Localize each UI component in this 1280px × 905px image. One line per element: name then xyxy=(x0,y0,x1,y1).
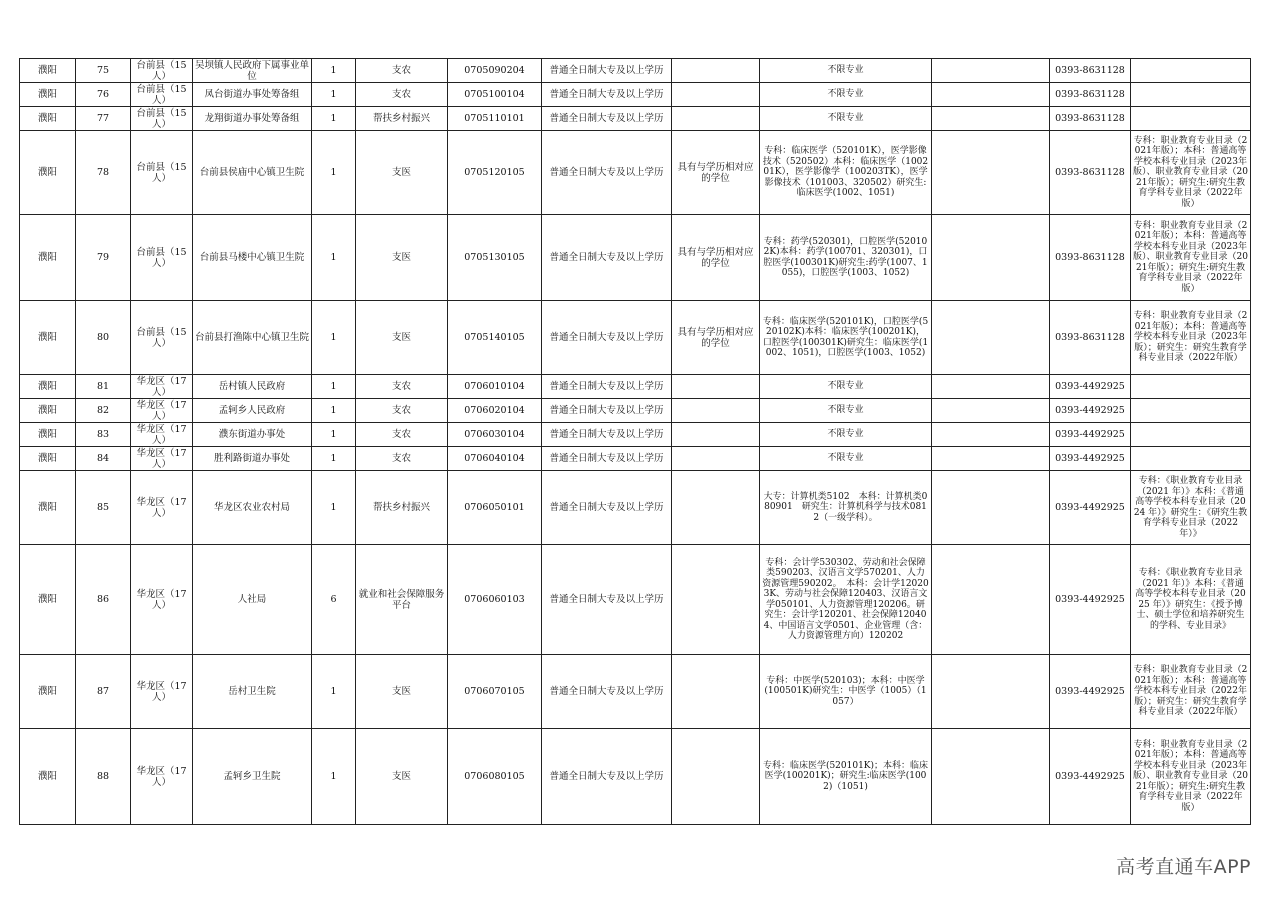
unit-cell: 岳村卫生院 xyxy=(193,655,312,729)
seq-cell: 75 xyxy=(76,59,131,83)
major-cell: 专科：会计学530302、劳动和社会保障类590203、汉语言文学570201、人力资源管理590202。 本科：会计学120203K、劳动与社会保障120403、汉语言文学050101、人力资源管理120206。研究生：会计学120201、社会保障120404、中国语言文学0501、企业管理（含：人力资源管理方向）120202 xyxy=(760,545,932,655)
post-cell: 支医 xyxy=(356,215,448,301)
degree-cell xyxy=(672,375,760,399)
post-cell: 支医 xyxy=(356,655,448,729)
seq-cell: 87 xyxy=(76,655,131,729)
seq-cell: 83 xyxy=(76,423,131,447)
phone-cell: 0393-4492925 xyxy=(1050,729,1131,825)
code-cell: 0705110101 xyxy=(448,107,542,131)
major-cell: 不限专业 xyxy=(760,59,932,83)
count-cell: 1 xyxy=(312,59,356,83)
count-cell: 1 xyxy=(312,301,356,375)
note-cell: 专科：职业教育专业目录（2021年版）；本科：普通高等学校本科专业目录（2022年版）；研究生：研究生教育学科专业目录（2022年版） xyxy=(1131,655,1251,729)
post-cell: 支农 xyxy=(356,59,448,83)
other-cell xyxy=(932,107,1050,131)
note-cell xyxy=(1131,447,1251,471)
major-cell: 不限专业 xyxy=(760,447,932,471)
post-cell: 支农 xyxy=(356,423,448,447)
seq-cell: 81 xyxy=(76,375,131,399)
degree-cell xyxy=(672,399,760,423)
code-cell: 0705140105 xyxy=(448,301,542,375)
recruitment-table xyxy=(19,58,1251,825)
unit-cell: 孟轲乡人民政府 xyxy=(193,399,312,423)
phone-cell: 0393-4492925 xyxy=(1050,423,1131,447)
note-cell xyxy=(1131,83,1251,107)
city-cell: 濮阳 xyxy=(20,447,76,471)
unit-cell: 吴坝镇人民政府下属事业单位 xyxy=(193,59,312,83)
edu-cell: 普通全日制大专及以上学历 xyxy=(542,471,672,545)
other-cell xyxy=(932,83,1050,107)
degree-cell: 具有与学历相对应的学位 xyxy=(672,215,760,301)
city-cell: 濮阳 xyxy=(20,375,76,399)
city-cell: 濮阳 xyxy=(20,107,76,131)
count-cell: 1 xyxy=(312,447,356,471)
note-cell: 专科：职业教育专业目录（2021年版）；本科：普通高等学校本科专业目录（2023年版）；研究生：研究生教育学科专业目录（2022年版） xyxy=(1131,301,1251,375)
major-cell: 大专：计算机类5102 本科：计算机类080901 研究生：计算机科学与技术0812（一级学科）。 xyxy=(760,471,932,545)
code-cell: 0706080105 xyxy=(448,729,542,825)
degree-cell: 具有与学历相对应的学位 xyxy=(672,131,760,215)
phone-cell: 0393-4492925 xyxy=(1050,399,1131,423)
county-cell: 华龙区（17人） xyxy=(131,545,193,655)
degree-cell xyxy=(672,545,760,655)
code-cell: 0705120105 xyxy=(448,131,542,215)
degree-cell xyxy=(672,729,760,825)
code-cell: 0706020104 xyxy=(448,399,542,423)
note-cell: 专科：《职业教育专业目录（2021 年）》本科：《普通高等学校本科专业目录（2025 年）》研究生：《授予博士、硕士学位和培养研究生的学科、专业目录》 xyxy=(1131,545,1251,655)
seq-cell: 80 xyxy=(76,301,131,375)
unit-cell: 凤台街道办事处筹备组 xyxy=(193,83,312,107)
degree-cell xyxy=(672,83,760,107)
seq-cell: 88 xyxy=(76,729,131,825)
post-cell: 帮扶乡村振兴 xyxy=(356,107,448,131)
unit-cell: 濮东街道办事处 xyxy=(193,423,312,447)
other-cell xyxy=(932,301,1050,375)
city-cell: 濮阳 xyxy=(20,301,76,375)
table-row xyxy=(20,375,1251,399)
unit-cell: 岳村镇人民政府 xyxy=(193,375,312,399)
code-cell: 0706070105 xyxy=(448,655,542,729)
table-row xyxy=(20,471,1251,545)
post-cell: 支农 xyxy=(356,83,448,107)
count-cell: 6 xyxy=(312,545,356,655)
edu-cell: 普通全日制大专及以上学历 xyxy=(542,107,672,131)
degree-cell xyxy=(672,471,760,545)
other-cell xyxy=(932,423,1050,447)
edu-cell: 普通全日制大专及以上学历 xyxy=(542,655,672,729)
table-row xyxy=(20,447,1251,471)
other-cell xyxy=(932,545,1050,655)
unit-cell: 华龙区农业农村局 xyxy=(193,471,312,545)
edu-cell: 普通全日制大专及以上学历 xyxy=(542,215,672,301)
city-cell: 濮阳 xyxy=(20,471,76,545)
count-cell: 1 xyxy=(312,655,356,729)
city-cell: 濮阳 xyxy=(20,655,76,729)
edu-cell: 普通全日制大专及以上学历 xyxy=(542,375,672,399)
major-cell: 不限专业 xyxy=(760,375,932,399)
city-cell: 濮阳 xyxy=(20,545,76,655)
other-cell xyxy=(932,471,1050,545)
table-row xyxy=(20,655,1251,729)
other-cell xyxy=(932,215,1050,301)
edu-cell: 普通全日制大专及以上学历 xyxy=(542,131,672,215)
table-body xyxy=(20,59,1251,825)
watermark: 高考直通车APP xyxy=(1116,856,1251,878)
edu-cell: 普通全日制大专及以上学历 xyxy=(542,729,672,825)
major-cell: 不限专业 xyxy=(760,423,932,447)
note-cell xyxy=(1131,375,1251,399)
code-cell: 0706050101 xyxy=(448,471,542,545)
table-row xyxy=(20,545,1251,655)
other-cell xyxy=(932,399,1050,423)
degree-cell xyxy=(672,107,760,131)
table-row xyxy=(20,729,1251,825)
edu-cell: 普通全日制大专及以上学历 xyxy=(542,545,672,655)
note-cell xyxy=(1131,399,1251,423)
seq-cell: 76 xyxy=(76,83,131,107)
count-cell: 1 xyxy=(312,471,356,545)
code-cell: 0706040104 xyxy=(448,447,542,471)
city-cell: 濮阳 xyxy=(20,399,76,423)
unit-cell: 人社局 xyxy=(193,545,312,655)
city-cell: 濮阳 xyxy=(20,59,76,83)
note-cell: 专科：职业教育专业目录（2021年版）；本科：普通高等学校本科专业目录（2023年版）、职业教育专业目录（2021年版）；研究生:研究生教育学科专业目录（2022年版） xyxy=(1131,729,1251,825)
edu-cell: 普通全日制大专及以上学历 xyxy=(542,83,672,107)
county-cell: 华龙区（17人） xyxy=(131,729,193,825)
other-cell xyxy=(932,655,1050,729)
seq-cell: 79 xyxy=(76,215,131,301)
other-cell xyxy=(932,447,1050,471)
code-cell: 0705090204 xyxy=(448,59,542,83)
seq-cell: 84 xyxy=(76,447,131,471)
table-row xyxy=(20,59,1251,83)
note-cell xyxy=(1131,107,1251,131)
phone-cell: 0393-8631128 xyxy=(1050,215,1131,301)
post-cell: 帮扶乡村振兴 xyxy=(356,471,448,545)
county-cell: 台前县（15人） xyxy=(131,215,193,301)
note-cell xyxy=(1131,59,1251,83)
note-cell xyxy=(1131,423,1251,447)
table-row xyxy=(20,107,1251,131)
major-cell: 专科：临床医学(520101K)，口腔医学(520102K)本科：临床医学(100201K)，口腔医学(100301K)研究生：临床医学(1002、1051)，口腔医学(1003、1052) xyxy=(760,301,932,375)
note-cell: 专科：职业教育专业目录（2021年版）；本科：普通高等学校本科专业目录（2023年版）、职业教育专业目录（2021年版）；研究生:研究生教育学科专业目录（2022年版） xyxy=(1131,131,1251,215)
code-cell: 0706010104 xyxy=(448,375,542,399)
edu-cell: 普通全日制大专及以上学历 xyxy=(542,447,672,471)
city-cell: 濮阳 xyxy=(20,423,76,447)
degree-cell xyxy=(672,447,760,471)
code-cell: 0706060103 xyxy=(448,545,542,655)
edu-cell: 普通全日制大专及以上学历 xyxy=(542,399,672,423)
major-cell: 专科：临床医学(520101K)；本科：临床医学(100201K)；研究生:临床医学(1002)（1051) xyxy=(760,729,932,825)
major-cell: 专科：临床医学（520101K），医学影像技术（520502）本科：临床医学（100201K），医学影像学（100203TK），医学影像技术（101003、320502）研究生:临床医学(1002、1051) xyxy=(760,131,932,215)
seq-cell: 85 xyxy=(76,471,131,545)
unit-cell: 龙翔街道办事处筹备组 xyxy=(193,107,312,131)
county-cell: 台前县（15人） xyxy=(131,83,193,107)
county-cell: 华龙区（17人） xyxy=(131,471,193,545)
edu-cell: 普通全日制大专及以上学历 xyxy=(542,301,672,375)
major-cell: 不限专业 xyxy=(760,83,932,107)
table-row xyxy=(20,423,1251,447)
count-cell: 1 xyxy=(312,423,356,447)
table-row xyxy=(20,83,1251,107)
unit-cell: 胜利路街道办事处 xyxy=(193,447,312,471)
count-cell: 1 xyxy=(312,399,356,423)
other-cell xyxy=(932,375,1050,399)
post-cell: 就业和社会保障服务平台 xyxy=(356,545,448,655)
phone-cell: 0393-4492925 xyxy=(1050,655,1131,729)
table-row xyxy=(20,131,1251,215)
city-cell: 濮阳 xyxy=(20,729,76,825)
city-cell: 濮阳 xyxy=(20,215,76,301)
count-cell: 1 xyxy=(312,131,356,215)
county-cell: 华龙区（17人） xyxy=(131,375,193,399)
post-cell: 支农 xyxy=(356,399,448,423)
major-cell: 不限专业 xyxy=(760,107,932,131)
phone-cell: 0393-4492925 xyxy=(1050,375,1131,399)
phone-cell: 0393-8631128 xyxy=(1050,301,1131,375)
phone-cell: 0393-8631128 xyxy=(1050,131,1131,215)
major-cell: 专科：药学(520301)，口腔医学(520102K)本科：药学(100701、320301)，口腔医学(100301K)研究生:药学(1007、1055)，口腔医学(1003、1052) xyxy=(760,215,932,301)
table-row xyxy=(20,399,1251,423)
edu-cell: 普通全日制大专及以上学历 xyxy=(542,59,672,83)
other-cell xyxy=(932,131,1050,215)
post-cell: 支医 xyxy=(356,729,448,825)
other-cell xyxy=(932,729,1050,825)
phone-cell: 0393-8631128 xyxy=(1050,107,1131,131)
degree-cell xyxy=(672,423,760,447)
county-cell: 华龙区（17人） xyxy=(131,423,193,447)
count-cell: 1 xyxy=(312,729,356,825)
city-cell: 濮阳 xyxy=(20,131,76,215)
unit-cell: 台前县打渔陈中心镇卫生院 xyxy=(193,301,312,375)
degree-cell xyxy=(672,655,760,729)
phone-cell: 0393-8631128 xyxy=(1050,83,1131,107)
county-cell: 华龙区（17人） xyxy=(131,655,193,729)
phone-cell: 0393-8631128 xyxy=(1050,59,1131,83)
unit-cell: 孟轲乡卫生院 xyxy=(193,729,312,825)
phone-cell: 0393-4492925 xyxy=(1050,545,1131,655)
county-cell: 华龙区（17人） xyxy=(131,447,193,471)
count-cell: 1 xyxy=(312,83,356,107)
degree-cell xyxy=(672,59,760,83)
seq-cell: 78 xyxy=(76,131,131,215)
unit-cell: 台前县马楼中心镇卫生院 xyxy=(193,215,312,301)
major-cell: 专科：中医学(520103)；本科：中医学(100501K)研究生：中医学（1005）（1057） xyxy=(760,655,932,729)
phone-cell: 0393-4492925 xyxy=(1050,471,1131,545)
code-cell: 0705100104 xyxy=(448,83,542,107)
county-cell: 台前县（15人） xyxy=(131,131,193,215)
county-cell: 台前县（15人） xyxy=(131,59,193,83)
seq-cell: 82 xyxy=(76,399,131,423)
post-cell: 支医 xyxy=(356,301,448,375)
major-cell: 不限专业 xyxy=(760,399,932,423)
edu-cell: 普通全日制大专及以上学历 xyxy=(542,423,672,447)
degree-cell: 具有与学历相对应的学位 xyxy=(672,301,760,375)
post-cell: 支农 xyxy=(356,447,448,471)
post-cell: 支医 xyxy=(356,131,448,215)
table-row xyxy=(20,215,1251,301)
code-cell: 0705130105 xyxy=(448,215,542,301)
county-cell: 华龙区（17人） xyxy=(131,399,193,423)
code-cell: 0706030104 xyxy=(448,423,542,447)
note-cell: 专科：职业教育专业目录（2021年版）；本科：普通高等学校本科专业目录（2023年版）、职业教育专业目录（2021年版）；研究生:研究生教育学科专业目录（2022年版） xyxy=(1131,215,1251,301)
table-row xyxy=(20,301,1251,375)
county-cell: 台前县（15人） xyxy=(131,107,193,131)
seq-cell: 86 xyxy=(76,545,131,655)
county-cell: 台前县（15人） xyxy=(131,301,193,375)
count-cell: 1 xyxy=(312,107,356,131)
seq-cell: 77 xyxy=(76,107,131,131)
other-cell xyxy=(932,59,1050,83)
post-cell: 支农 xyxy=(356,375,448,399)
phone-cell: 0393-4492925 xyxy=(1050,447,1131,471)
count-cell: 1 xyxy=(312,215,356,301)
note-cell: 专科：《职业教育专业目录（2021 年）》本科：《普通高等学校本科专业目录（2024 年）》研究生：《研究生教育学科专业目录（2022 年）》 xyxy=(1131,471,1251,545)
city-cell: 濮阳 xyxy=(20,83,76,107)
unit-cell: 台前县侯庙中心镇卫生院 xyxy=(193,131,312,215)
count-cell: 1 xyxy=(312,375,356,399)
